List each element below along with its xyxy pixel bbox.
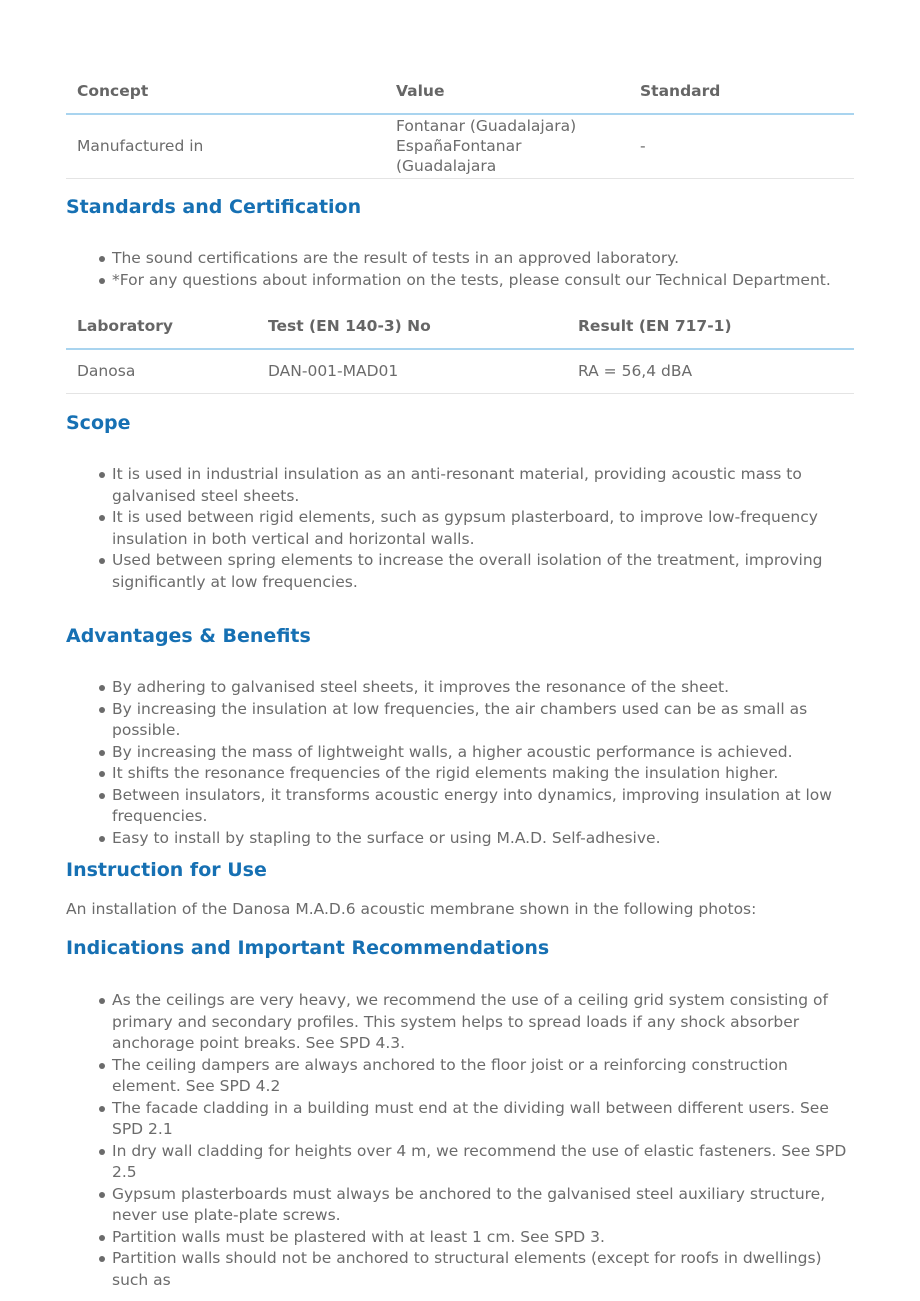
spec-table-header-row <box>66 68 854 114</box>
list-item: Used between spring elements to increase the overall isolation of the treatment, improving significantly at low frequencies. <box>112 550 854 593</box>
lab-cell-result: RA = 56,4 dBA <box>567 349 854 393</box>
list-item: By increasing the mass of lightweight walls, a higher acoustic performance is achieved. <box>112 742 854 764</box>
section-heading-recommendations: Indications and Important Recommendations <box>66 937 550 959</box>
spec-cell-standard: - <box>629 114 854 178</box>
spec-table <box>66 68 854 179</box>
standards-list <box>66 248 854 291</box>
list-item: The facade cladding in a building must end at the dividing wall between different users. See SPD 2.1 <box>112 1098 854 1141</box>
lab-header-test: Test (EN 140-3) No <box>257 303 567 349</box>
instructions-text: An installation of the Danosa M.A.D.6 acoustic membrane shown in the following photos: <box>66 900 757 918</box>
list-item: By increasing the insulation at low frequencies, the air chambers used can be as small as possible. <box>112 699 854 742</box>
list-item: The sound certifications are the result of tests in an approved laboratory. <box>112 248 854 270</box>
lab-cell-laboratory: Danosa <box>66 349 257 393</box>
list-item: By adhering to galvanised steel sheets, it improves the resonance of the sheet. <box>112 677 854 699</box>
spec-header-concept: Concept <box>66 68 385 114</box>
spec-header-standard: Standard <box>629 68 854 114</box>
list-item: The ceiling dampers are always anchored to the floor joist or a reinforcing construction element. See SPD 4.2 <box>112 1055 854 1098</box>
section-heading-instructions: Instruction for Use <box>66 859 267 881</box>
section-heading-advantages: Advantages & Benefits <box>66 625 311 647</box>
lab-cell-test: DAN-001-MAD01 <box>257 349 567 393</box>
scope-list <box>66 464 854 593</box>
spec-cell-value <box>385 114 629 178</box>
list-item: Easy to install by stapling to the surface or using M.A.D. Self-adhesive. <box>112 828 854 850</box>
recommendations-list <box>66 990 854 1291</box>
list-item: It is used between rigid elements, such as gypsum plasterboard, to improve low-frequency insulation in both vertical and horizontal walls. <box>112 507 854 550</box>
section-heading-scope: Scope <box>66 412 131 434</box>
table-row <box>66 114 854 178</box>
spec-cell-concept: Manufactured in <box>66 114 385 178</box>
list-item: Between insulators, it transforms acoustic energy into dynamics, improving insulation at low frequencies. <box>112 785 854 828</box>
list-item: It is used in industrial insulation as an anti-resonant material, providing acoustic mass to galvanised steel sheets. <box>112 464 854 507</box>
lab-header-laboratory: Laboratory <box>66 303 257 349</box>
list-item: Partition walls must be plastered with at least 1 cm. See SPD 3. <box>112 1227 854 1249</box>
list-item: It shifts the resonance frequencies of the rigid elements making the insulation higher. <box>112 763 854 785</box>
list-item: As the ceilings are very heavy, we recommend the use of a ceiling grid system consisting of primary and secondary profiles. This system helps to spread loads if any shock absorber anchorage point breaks. See SPD 4.3. <box>112 990 854 1055</box>
lab-table-header-row <box>66 303 854 349</box>
spec-header-value: Value <box>385 68 629 114</box>
list-item: Partition walls should not be anchored to structural elements (except for roofs in dwellings) such as <box>112 1248 854 1291</box>
lab-results-table <box>66 303 854 394</box>
spec-value-line: EspañaFontanar (Guadalajara <box>396 137 522 176</box>
spec-value-line: Fontanar (Guadalajara) <box>396 117 577 136</box>
table-row <box>66 349 854 393</box>
list-item: Gypsum plasterboards must always be anchored to the galvanised steel auxiliary structure, never use plate-plate screws. <box>112 1184 854 1227</box>
lab-header-result: Result (EN 717-1) <box>567 303 854 349</box>
list-item: In dry wall cladding for heights over 4 m, we recommend the use of elastic fasteners. See SPD 2.5 <box>112 1141 854 1184</box>
list-item: *For any questions about information on the tests, please consult our Technical Department. <box>112 270 854 292</box>
advantages-list <box>66 677 854 849</box>
section-heading-standards: Standards and Certification <box>66 196 362 218</box>
